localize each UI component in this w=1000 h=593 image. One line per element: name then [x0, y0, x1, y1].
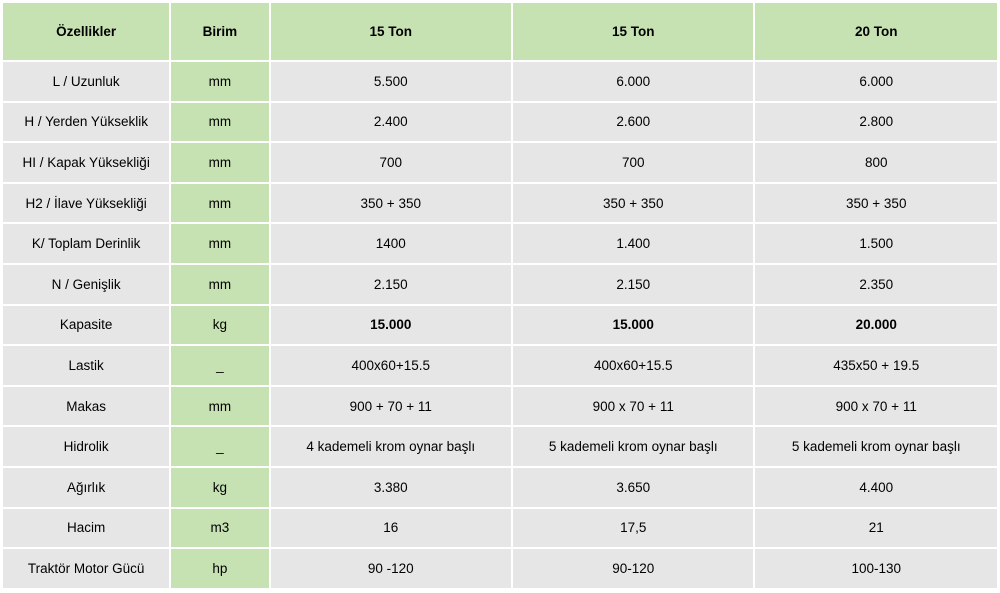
- unit-cell: kg: [171, 306, 268, 345]
- table-row: [3, 224, 997, 263]
- unit-cell: mm: [171, 184, 268, 223]
- header-unit: Birim: [171, 3, 268, 60]
- header-model-1: 15 Ton: [271, 3, 511, 60]
- unit-cell: kg: [171, 468, 268, 507]
- value-cell-model-3: 435x50 + 19.5: [755, 346, 997, 385]
- table-row: [3, 427, 997, 466]
- value-cell-model-3: 1.500: [755, 224, 997, 263]
- feature-cell: H / Yerden Yükseklik: [3, 103, 169, 142]
- feature-cell: K/ Toplam Derinlik: [3, 224, 169, 263]
- unit-cell: hp: [171, 549, 268, 588]
- feature-cell: Kapasite: [3, 306, 169, 345]
- feature-cell: N / Genişlik: [3, 265, 169, 304]
- table-row: [3, 468, 997, 507]
- value-cell-model-3: 900 x 70 + 11: [755, 387, 997, 426]
- unit-cell: mm: [171, 62, 268, 101]
- table-row: [3, 143, 997, 182]
- table-row: [3, 103, 997, 142]
- header-feature: Özellikler: [3, 3, 169, 60]
- value-cell-model-3: 21: [755, 509, 997, 548]
- unit-cell: mm: [171, 265, 268, 304]
- value-cell-model-3: 20.000: [755, 306, 997, 345]
- value-cell-model-1: 90 -120: [271, 549, 511, 588]
- value-cell-model-2: 350 + 350: [513, 184, 753, 223]
- header-row: [3, 3, 997, 60]
- value-cell-model-2: 900 x 70 + 11: [513, 387, 753, 426]
- value-cell-model-2: 17,5: [513, 509, 753, 548]
- unit-cell: mm: [171, 143, 268, 182]
- value-cell-model-3: 100-130: [755, 549, 997, 588]
- header-model-3: 20 Ton: [755, 3, 997, 60]
- value-cell-model-2: 2.600: [513, 103, 753, 142]
- value-cell-model-2: 3.650: [513, 468, 753, 507]
- unit-cell: mm: [171, 103, 268, 142]
- value-cell-model-2: 5 kademeli krom oynar başlı: [513, 427, 753, 466]
- value-cell-model-1: 2.150: [271, 265, 511, 304]
- value-cell-model-2: 400x60+15.5: [513, 346, 753, 385]
- value-cell-model-1: 1400: [271, 224, 511, 263]
- feature-cell: HI / Kapak Yüksekliği: [3, 143, 169, 182]
- unit-cell: _: [171, 427, 268, 466]
- feature-cell: Traktör Motor Gücü: [3, 549, 169, 588]
- value-cell-model-1: 3.380: [271, 468, 511, 507]
- table-header: [3, 3, 997, 60]
- value-cell-model-2: 6.000: [513, 62, 753, 101]
- value-cell-model-2: 15.000: [513, 306, 753, 345]
- unit-cell: mm: [171, 224, 268, 263]
- value-cell-model-1: 5.500: [271, 62, 511, 101]
- feature-cell: Ağırlık: [3, 468, 169, 507]
- value-cell-model-2: 2.150: [513, 265, 753, 304]
- value-cell-model-2: 90-120: [513, 549, 753, 588]
- header-model-2: 15 Ton: [513, 3, 753, 60]
- feature-cell: H2 / İlave Yüksekliği: [3, 184, 169, 223]
- value-cell-model-1: 700: [271, 143, 511, 182]
- feature-cell: Lastik: [3, 346, 169, 385]
- value-cell-model-3: 6.000: [755, 62, 997, 101]
- value-cell-model-3: 5 kademeli krom oynar başlı: [755, 427, 997, 466]
- value-cell-model-1: 16: [271, 509, 511, 548]
- value-cell-model-1: 350 + 350: [271, 184, 511, 223]
- feature-cell: L / Uzunluk: [3, 62, 169, 101]
- feature-cell: Hidrolik: [3, 427, 169, 466]
- table-row: [3, 306, 997, 345]
- table-row: [3, 387, 997, 426]
- value-cell-model-3: 2.350: [755, 265, 997, 304]
- spec-table: [1, 1, 999, 590]
- table-row: [3, 549, 997, 588]
- value-cell-model-1: 15.000: [271, 306, 511, 345]
- table-row: [3, 346, 997, 385]
- value-cell-model-3: 4.400: [755, 468, 997, 507]
- value-cell-model-3: 350 + 350: [755, 184, 997, 223]
- value-cell-model-3: 2.800: [755, 103, 997, 142]
- value-cell-model-1: 2.400: [271, 103, 511, 142]
- value-cell-model-1: 900 + 70 + 11: [271, 387, 511, 426]
- table-row: [3, 509, 997, 548]
- value-cell-model-2: 700: [513, 143, 753, 182]
- value-cell-model-2: 1.400: [513, 224, 753, 263]
- value-cell-model-3: 800: [755, 143, 997, 182]
- feature-cell: Makas: [3, 387, 169, 426]
- table-row: [3, 62, 997, 101]
- unit-cell: mm: [171, 387, 268, 426]
- value-cell-model-1: 4 kademeli krom oynar başlı: [271, 427, 511, 466]
- value-cell-model-1: 400x60+15.5: [271, 346, 511, 385]
- table-row: [3, 184, 997, 223]
- unit-cell: _: [171, 346, 268, 385]
- table-row: [3, 265, 997, 304]
- table-body: [3, 62, 997, 588]
- unit-cell: m3: [171, 509, 268, 548]
- feature-cell: Hacim: [3, 509, 169, 548]
